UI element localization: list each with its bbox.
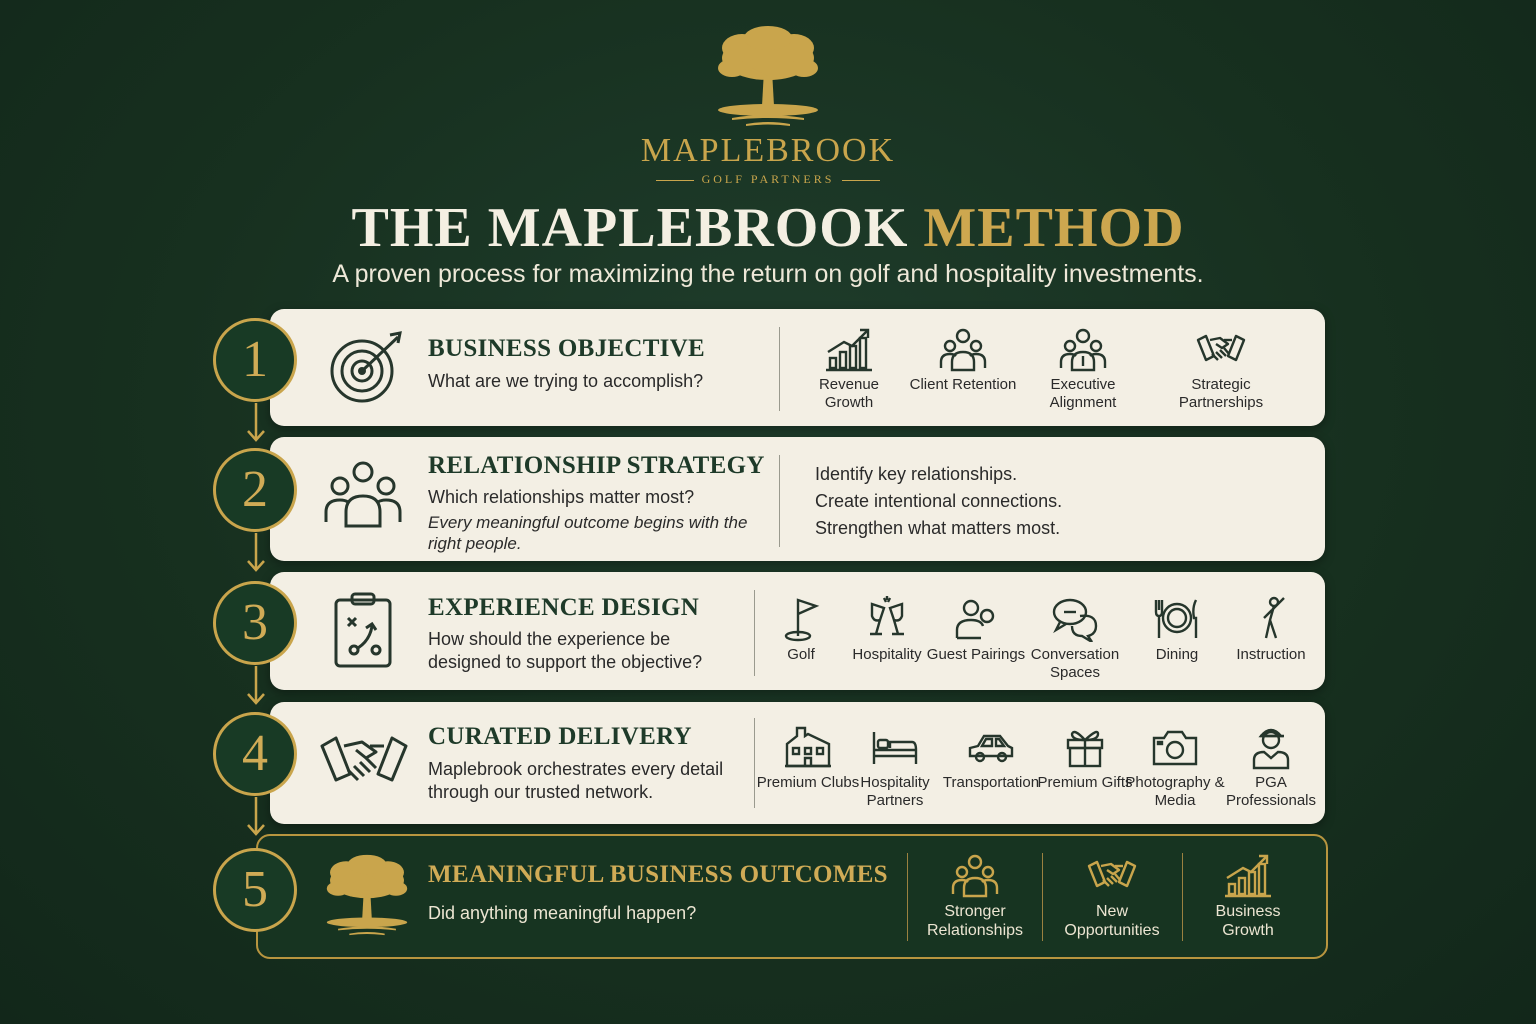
step-number-3: 3 (213, 581, 297, 665)
item-label: Hospitality (852, 646, 922, 663)
target-icon (326, 327, 408, 409)
step-title: MEANINGFUL BUSINESS OUTCOMES (428, 861, 888, 888)
item-label: Premium Gifts (1037, 774, 1133, 791)
step-title: CURATED DELIVERY (428, 723, 692, 750)
relationship-point: Strengthen what matters most. (815, 518, 1061, 538)
item-label: Photography & Media (1125, 774, 1225, 809)
page-subtitle: A proven process for maximizing the return on golf and hospitality investments. (332, 260, 1204, 288)
item-label: Stronger Relationships (926, 903, 1024, 939)
page-title: THE MAPLEBROOK METHOD (351, 197, 1185, 259)
item-label: Business Growth (1215, 903, 1281, 939)
divider (1042, 853, 1043, 941)
divider (779, 327, 780, 411)
item-label: Conversation Spaces (1030, 646, 1120, 681)
golf-pro-icon (1246, 724, 1296, 770)
item-business-growth (1193, 852, 1303, 940)
gift-icon (1060, 724, 1110, 770)
people-group-icon (322, 458, 404, 540)
people-group-icon (938, 326, 988, 372)
step-title: BUSINESS OBJECTIVE (428, 335, 706, 362)
growth-chart-icon (1223, 852, 1273, 898)
item-label: Golf (787, 646, 815, 663)
item-label: Client Retention (909, 376, 1017, 393)
brand-name: MAPLEBROOK (640, 132, 896, 169)
step-question: How should the experience be designed to support the objective? (428, 629, 703, 672)
camera-icon (1150, 724, 1200, 770)
divider (907, 853, 908, 941)
item-label: Dining (1155, 646, 1199, 663)
handshake-icon (318, 720, 410, 802)
item-revenue-growth (794, 326, 904, 412)
item-label: Strategic Partnerships (1178, 376, 1264, 411)
step-question: Did anything meaningful happen? (428, 903, 697, 923)
step-title: EXPERIENCE DESIGN (428, 594, 700, 621)
golfer-icon (1246, 596, 1296, 642)
step-question: What are we trying to accomplish? (428, 371, 704, 391)
item-pga-professionals (1216, 724, 1326, 810)
item-executive-alignment (1028, 326, 1138, 412)
team-icon (1058, 326, 1108, 372)
step-note: Every meaningful outcome begins with the right people. (428, 513, 748, 553)
item-label: Executive Alignment (1049, 376, 1117, 411)
step-number-5: 5 (213, 848, 297, 932)
clipboard-plan-icon (322, 590, 404, 672)
brand-subtitle: GOLF PARTNERS (568, 172, 968, 187)
people-group-icon (950, 852, 1000, 898)
item-label: Guest Pairings (926, 646, 1026, 663)
item-client-retention (908, 326, 1018, 394)
item-stronger-relationships (920, 852, 1030, 940)
step-question: Maplebrook orchestrates every detail through our trusted network. (428, 759, 724, 802)
bed-icon (870, 724, 920, 770)
handshake-icon (1196, 326, 1246, 372)
guest-pair-icon (951, 596, 1001, 642)
arrow-down-icon (246, 666, 266, 706)
tree-icon (322, 852, 412, 938)
growth-chart-icon (824, 326, 874, 372)
item-instruction (1216, 596, 1326, 664)
item-hospitality-partners (840, 724, 950, 810)
arrow-down-icon (246, 403, 266, 443)
maplebrook-tree-logo (712, 24, 824, 128)
step-number-4: 4 (213, 712, 297, 796)
step-number-2: 2 (213, 448, 297, 532)
item-guest-pairings (921, 596, 1031, 664)
dining-icon (1152, 596, 1202, 642)
car-icon (966, 724, 1016, 770)
item-conversation-spaces (1020, 596, 1130, 682)
golf-flag-icon (776, 596, 826, 642)
step-card-5 (256, 834, 1328, 959)
item-label: Hospitality Partners (860, 774, 930, 809)
item-label: Premium Clubs (756, 774, 860, 791)
item-strategic-partnerships (1166, 326, 1276, 412)
item-label: Revenue Growth (818, 376, 880, 411)
arrow-down-icon (246, 533, 266, 573)
item-label: PGA Professionals (1225, 774, 1317, 809)
relationship-point: Create intentional connections. (815, 491, 1063, 511)
item-label: New Opportunities (1064, 903, 1160, 939)
item-photography-media (1120, 724, 1230, 810)
item-label: Instruction (1236, 646, 1306, 663)
arrow-down-icon (246, 797, 266, 837)
step-number-1: 1 (213, 318, 297, 402)
relationship-point: Identify key relationships. (815, 464, 1018, 484)
handshake-icon (1087, 852, 1137, 898)
clubhouse-icon (783, 724, 833, 770)
item-label: Transportation (942, 774, 1040, 791)
speech-bubbles-icon (1050, 596, 1100, 642)
divider (779, 455, 780, 547)
champagne-icon (862, 596, 912, 642)
step-question: Which relationships matter most? (428, 487, 695, 507)
item-new-opportunities (1057, 852, 1167, 940)
divider (1182, 853, 1183, 941)
step-title: RELATIONSHIP STRATEGY (428, 452, 765, 479)
